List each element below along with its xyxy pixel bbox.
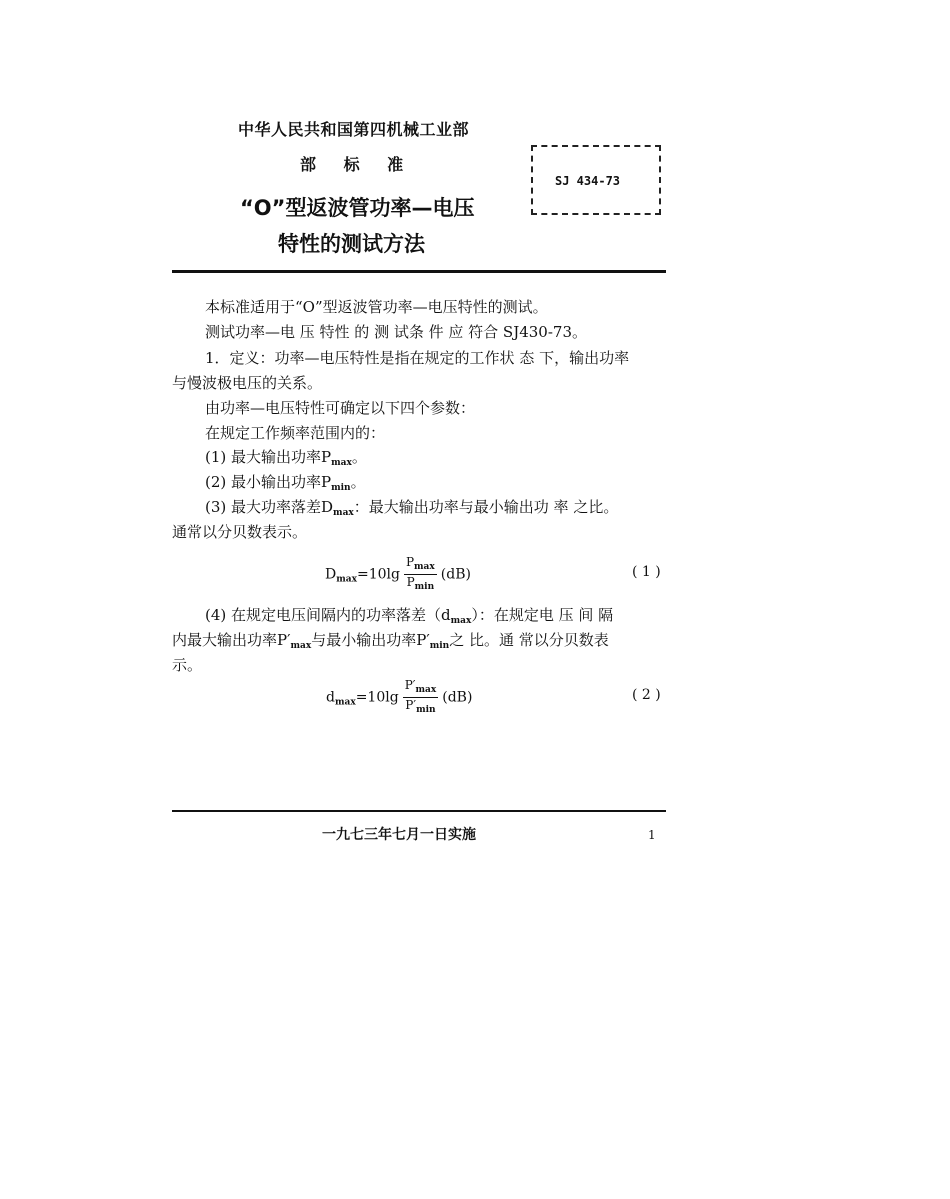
eq1-lhs: D (325, 566, 337, 583)
paragraph-definition-line-2: 与慢波极电压的关系。 (172, 374, 323, 392)
header-divider (172, 270, 666, 273)
eq2-lhs: d (326, 689, 335, 706)
eq2-den-symbol: P′ (405, 698, 417, 712)
list-item-4-line-2 (172, 629, 609, 657)
list-item-3-rest: ：最大输出功率与最小输出功 率 之比。 (353, 498, 619, 516)
standard-type: 部 标 准 (300, 155, 404, 174)
equation-1-number: ( 1 ) (632, 564, 661, 580)
list-item-4-line-2-a: 内最大输出功率P′ (172, 631, 291, 649)
standard-code: SJ 434-73 (555, 174, 621, 188)
eq2-fraction (403, 678, 439, 717)
footer-divider (172, 810, 666, 812)
list-item-4-line-2-c: 之 比。通 常以分贝数表 (449, 631, 609, 649)
equation-2-number: ( 2 ) (632, 687, 661, 703)
document-title-line-2: 特性的测试方法 (278, 232, 425, 256)
list-item-4-line-3: 示。 (172, 656, 203, 674)
eq1-numerator (404, 555, 437, 575)
eq1-denominator (404, 575, 437, 594)
list-item-4-subscript: max (450, 616, 472, 626)
eq2-numerator (403, 678, 439, 698)
list-item-2-subscript: min (331, 483, 351, 493)
list-item-2-text: (2) 最小输出功率P (205, 473, 332, 491)
list-item-3-subscript: max (333, 508, 354, 518)
eq2-num-subscript: max (415, 685, 437, 695)
eq1-operator: =10lg (356, 566, 400, 583)
paragraph-frequency-range: 在规定工作频率范围内的： (205, 424, 386, 442)
paragraph-scope: 本标准适用于“O”型返波管功率—电压特性的测试。 (205, 298, 548, 316)
eq2-lhs-subscript: max (334, 697, 356, 708)
list-item-4-line-2-b: 与最小输出功率P′ (311, 631, 430, 649)
page-number: 1 (648, 828, 656, 842)
list-item-3-text: (3) 最大功率落差D (205, 498, 334, 516)
list-item-4-rest: ）：在规定电 压 间 隔 (471, 606, 614, 624)
eq2-unit: (dB) (442, 689, 473, 706)
list-item-4 (205, 604, 613, 632)
paragraph-definition-line-1: 1．定义：功率—电压特性是指在规定的工作状 态 下，输出功率 (205, 349, 630, 367)
list-item-2 (205, 471, 366, 499)
eq1-lhs-subscript: max (336, 574, 357, 585)
eq1-den-subscript: min (414, 582, 435, 592)
list-item-2-end: 。 (350, 473, 366, 491)
eq1-den-symbol: P (406, 575, 415, 589)
list-item-3 (205, 496, 618, 524)
eq1-num-subscript: max (414, 562, 435, 572)
eq2-operator: =10lg (355, 689, 399, 706)
eq2-den-subscript: min (416, 705, 436, 715)
list-item-1-subscript: max (331, 458, 352, 468)
effective-date: 一九七三年七月一日实施 (322, 827, 476, 843)
ministry-name: 中华人民共和国第四机械工业部 (238, 120, 470, 139)
document-title-line-1: “O”型返波管功率—电压 (240, 196, 475, 220)
list-item-4-text: (4) 在规定电压间隔内的功率落差（d (205, 606, 451, 624)
list-item-1-end: 。 (351, 448, 367, 466)
paragraph-conditions: 测试功率—电 压 特性 的 测 试条 件 应 符合 SJ430-73。 (205, 323, 587, 341)
equation-2 (326, 678, 472, 717)
eq2-denominator (403, 698, 439, 717)
equation-1 (325, 555, 471, 594)
list-item-1-text: (1) 最大输出功率P (205, 448, 332, 466)
eq2-num-symbol: P′ (404, 678, 416, 692)
list-item-1 (205, 446, 367, 474)
list-item-4-line-2-sub2: min (429, 641, 450, 651)
eq1-num-symbol: P (405, 555, 415, 569)
paragraph-parameters-intro: 由功率—电压特性可确定以下四个参数： (205, 399, 476, 417)
list-item-3-line-2: 通常以分贝数表示。 (172, 523, 308, 541)
eq1-unit: (dB) (440, 566, 471, 583)
eq1-fraction (404, 555, 437, 594)
list-item-4-line-2-sub1: max (290, 641, 312, 651)
